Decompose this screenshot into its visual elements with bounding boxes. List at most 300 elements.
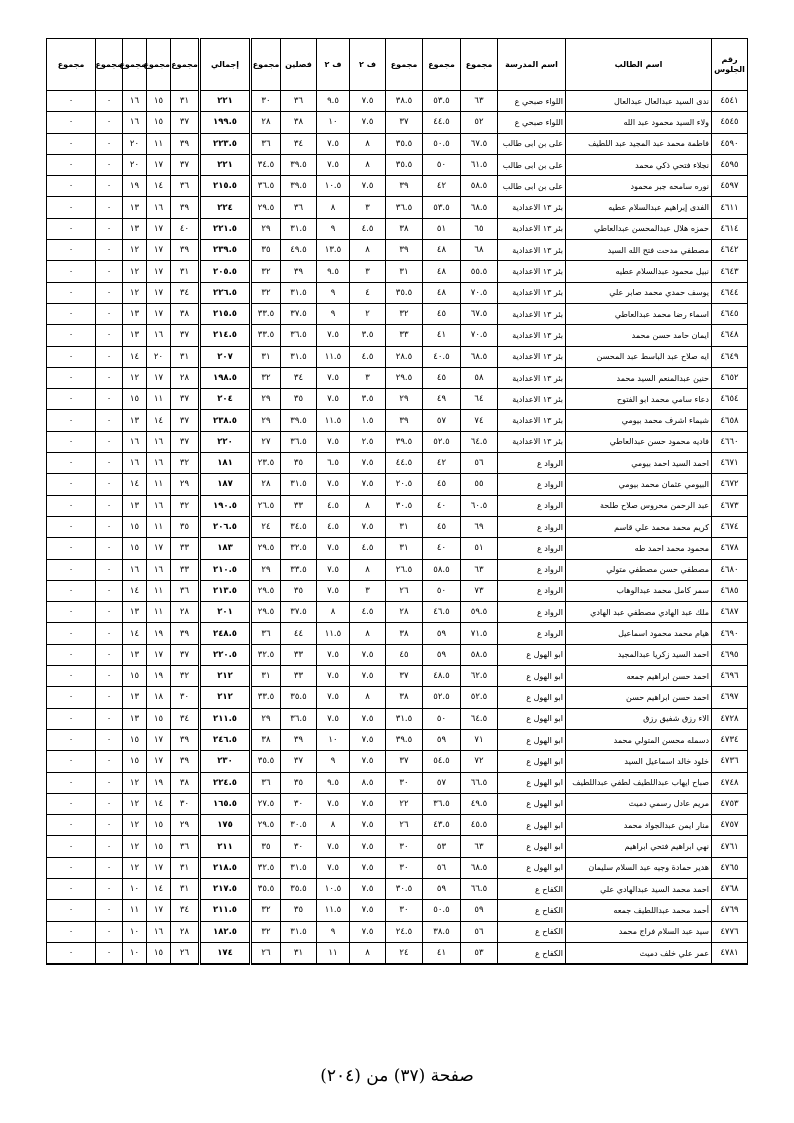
- cell-total-1: ٤٥.٥: [461, 815, 498, 836]
- cell-total-5: ٣٦: [171, 580, 200, 601]
- cell-school-name: ابو الهول ع: [498, 751, 566, 772]
- cell-school-name: بئر ١٣ الاعدادية: [498, 197, 566, 218]
- cell-seat-number: ٤٦٦٠: [712, 431, 748, 452]
- cell-total-5: ٣٧: [171, 112, 200, 133]
- cell-total-1: ٧١: [461, 729, 498, 750]
- cell-total-5: ٣٨: [171, 772, 200, 793]
- cell-term2-a: ٨: [350, 559, 386, 580]
- cell-student-name: مريم عادل رسمي دميث: [566, 793, 712, 814]
- cell-total-3: ٢٤.٥: [386, 921, 423, 942]
- cell-two-terms: ٣١.٥: [281, 921, 317, 942]
- cell-total-7: ١٢: [123, 240, 147, 261]
- cell-two-terms: ٣٤: [281, 367, 317, 388]
- cell-total-7: ١٣: [123, 303, 147, 324]
- cell-seat-number: ٤٧٥٣: [712, 793, 748, 814]
- cell-total-4: ٣٥.٥: [251, 878, 281, 899]
- cell-term2-a: ٧.٥: [350, 836, 386, 857]
- cell-total-6: ١٧: [147, 751, 171, 772]
- cell-two-terms: ٣٤: [281, 133, 317, 154]
- cell-school-name: ابو الهول ع: [498, 729, 566, 750]
- cell-total-2: ٥٠: [423, 154, 461, 175]
- table-row: [47, 346, 748, 367]
- cell-total-7: ١٤: [123, 580, 147, 601]
- cell-term2-a: ٤.٥: [350, 218, 386, 239]
- cell-total-5: ٤٠: [171, 218, 200, 239]
- cell-total-3: ٣١: [386, 261, 423, 282]
- table-row: [47, 878, 748, 899]
- cell-total-7: ١٦: [123, 559, 147, 580]
- cell-total-5: ٣٤: [171, 900, 200, 921]
- cell-total-3: ٣٧: [386, 666, 423, 687]
- cell-total-7: ١٥: [123, 729, 147, 750]
- cell-seat-number: ٤٧٣٦: [712, 751, 748, 772]
- cell-grand-total: ٢١٠.٥: [200, 559, 251, 580]
- cell-term2-b: ٧.٥: [317, 431, 350, 452]
- cell-student-name: نوره سامحه جبر محمود: [566, 176, 712, 197]
- cell-total-2: ٤٥: [423, 303, 461, 324]
- cell-seat-number: ٤٦٨٠: [712, 559, 748, 580]
- cell-seat-number: ٤٦٤٤: [712, 282, 748, 303]
- cell-total-1: ٦٣: [461, 91, 498, 112]
- cell-seat-number: ٤٥٤١: [712, 91, 748, 112]
- table-row: [47, 410, 748, 431]
- cell-total-7: ١٦: [123, 91, 147, 112]
- table-row: [47, 112, 748, 133]
- cell-total-2: ٤٥: [423, 474, 461, 495]
- cell-total-4: ٢٩: [251, 218, 281, 239]
- cell-total-4: ٣٢: [251, 900, 281, 921]
- cell-two-terms: ٣٣: [281, 666, 317, 687]
- cell-total-4: ٣٢: [251, 367, 281, 388]
- cell-total-8: ٠: [96, 729, 123, 750]
- cell-term2-b: ٧.٥: [317, 687, 350, 708]
- cell-student-name: احمد محمد السيد عبدالهادي علي: [566, 878, 712, 899]
- cell-seat-number: ٤٦٩٠: [712, 623, 748, 644]
- cell-school-name: بئر ١٣ الاعدادية: [498, 346, 566, 367]
- cell-total-1: ٥١: [461, 538, 498, 559]
- cell-school-name: على بن ابى طالب: [498, 176, 566, 197]
- cell-total-3: ٢٢: [386, 793, 423, 814]
- cell-total-3: ٤٤.٥: [386, 453, 423, 474]
- cell-total-7: ٢٠: [123, 154, 147, 175]
- cell-total-5: ٣١: [171, 878, 200, 899]
- cell-term2-b: ١١.٥: [317, 623, 350, 644]
- cell-term2-b: ٧.٥: [317, 559, 350, 580]
- cell-grand-total: ٢١٥.٥: [200, 303, 251, 324]
- cell-student-name: احمد حسن ابراهيم جمعه: [566, 666, 712, 687]
- cell-total-7: ١٢: [123, 793, 147, 814]
- cell-total-3: ٢٦: [386, 580, 423, 601]
- cell-school-name: الرواد ع: [498, 602, 566, 623]
- cell-total-9: ٠: [47, 367, 96, 388]
- cell-total-7: ١٣: [123, 218, 147, 239]
- cell-grand-total: ٢٢٠: [200, 431, 251, 452]
- cell-total-1: ٥٨: [461, 367, 498, 388]
- cell-total-2: ٤٣.٥: [423, 815, 461, 836]
- cell-total-4: ٢٧: [251, 431, 281, 452]
- cell-term2-b: ٧.٥: [317, 389, 350, 410]
- cell-total-8: ٠: [96, 261, 123, 282]
- cell-school-name: بئر ١٣ الاعدادية: [498, 282, 566, 303]
- table-row: [47, 367, 748, 388]
- cell-total-4: ٣٢: [251, 261, 281, 282]
- cell-total-2: ٥٧: [423, 410, 461, 431]
- cell-term2-a: ٧.٥: [350, 900, 386, 921]
- cell-term2-a: ٣.٥: [350, 325, 386, 346]
- cell-term2-b: ٧.٥: [317, 474, 350, 495]
- cell-grand-total: ٢٠٥.٥: [200, 261, 251, 282]
- cell-grand-total: ٢٢١.٥: [200, 218, 251, 239]
- cell-seat-number: ٤٦٤٩: [712, 346, 748, 367]
- cell-total-5: ٣٩: [171, 751, 200, 772]
- cell-school-name: على بن ابى طالب: [498, 133, 566, 154]
- cell-total-4: ٣٥.٥: [251, 751, 281, 772]
- table-row: [47, 942, 748, 964]
- cell-two-terms: ٣٦: [281, 197, 317, 218]
- cell-total-9: ٠: [47, 580, 96, 601]
- cell-total-7: ١٣: [123, 197, 147, 218]
- cell-student-name: البيومي عثمان محمد بيومي: [566, 474, 712, 495]
- cell-total-5: ٣٩: [171, 197, 200, 218]
- cell-total-9: ٠: [47, 666, 96, 687]
- cell-school-name: الكفاح ع: [498, 942, 566, 964]
- cell-two-terms: ٣٩.٥: [281, 154, 317, 175]
- cell-two-terms: ٣١.٥: [281, 857, 317, 878]
- cell-total-9: ٠: [47, 474, 96, 495]
- cell-total-7: ١٢: [123, 815, 147, 836]
- cell-total-8: ٠: [96, 815, 123, 836]
- cell-student-name: مصطفي حسن مصطفي متولي: [566, 559, 712, 580]
- cell-total-7: ١٥: [123, 751, 147, 772]
- cell-total-4: ٣١: [251, 666, 281, 687]
- cell-grand-total: ٢١٧.٥: [200, 878, 251, 899]
- cell-total-8: ٠: [96, 282, 123, 303]
- cell-term2-a: ٣: [350, 261, 386, 282]
- cell-term2-a: ٨: [350, 240, 386, 261]
- cell-school-name: ابو الهول ع: [498, 644, 566, 665]
- cell-total-5: ٢٩: [171, 474, 200, 495]
- cell-two-terms: ٣٢.٥: [281, 538, 317, 559]
- cell-total-9: ٠: [47, 282, 96, 303]
- cell-total-6: ١٩: [147, 666, 171, 687]
- cell-seat-number: ٤٦٧٨: [712, 538, 748, 559]
- cell-total-3: ٢٤: [386, 942, 423, 964]
- cell-total-9: ٠: [47, 516, 96, 537]
- cell-total-6: ١٧: [147, 900, 171, 921]
- cell-total-7: ١٦: [123, 431, 147, 452]
- cell-grand-total: ٢٢٤.٥: [200, 772, 251, 793]
- cell-school-name: ابو الهول ع: [498, 687, 566, 708]
- cell-total-6: ١٧: [147, 218, 171, 239]
- cell-total-2: ٣٦.٥: [423, 793, 461, 814]
- cell-total-7: ١٦: [123, 112, 147, 133]
- table-row: [47, 815, 748, 836]
- cell-total-1: ٥٦: [461, 453, 498, 474]
- cell-total-4: ٣٤.٥: [251, 154, 281, 175]
- table-row: [47, 282, 748, 303]
- cell-total-4: ٣٢: [251, 921, 281, 942]
- cell-grand-total: ٢١١.٥: [200, 708, 251, 729]
- cell-total-7: ١٥: [123, 516, 147, 537]
- cell-seat-number: ٤٦٩٧: [712, 687, 748, 708]
- cell-school-name: الرواد ع: [498, 538, 566, 559]
- cell-total-7: ١٤: [123, 474, 147, 495]
- cell-term2-b: ١٠: [317, 729, 350, 750]
- cell-student-name: ندى السيد عبدالعال عبدالعال: [566, 91, 712, 112]
- cell-grand-total: ١٧٤: [200, 942, 251, 964]
- table-row: [47, 325, 748, 346]
- cell-total-6: ١٦: [147, 431, 171, 452]
- cell-total-8: ٠: [96, 474, 123, 495]
- cell-school-name: على بن ابى طالب: [498, 154, 566, 175]
- cell-grand-total: ١٨٧: [200, 474, 251, 495]
- cell-total-1: ٦٢.٥: [461, 666, 498, 687]
- cell-total-3: ٣٠: [386, 857, 423, 878]
- cell-total-9: ٠: [47, 815, 96, 836]
- cell-seat-number: ٤٧٧٦: [712, 921, 748, 942]
- header-total-8: مجموع: [96, 39, 123, 91]
- cell-term2-b: ١٠: [317, 112, 350, 133]
- cell-grand-total: ٢٣٩.٥: [200, 240, 251, 261]
- cell-total-7: ١٢: [123, 836, 147, 857]
- cell-total-6: ١٤: [147, 176, 171, 197]
- cell-total-4: ٣٨: [251, 729, 281, 750]
- table-row: [47, 729, 748, 750]
- cell-seat-number: ٤٧٦٥: [712, 857, 748, 878]
- cell-student-name: منار ايمن عبدالجواد محمد: [566, 815, 712, 836]
- cell-total-6: ١٨: [147, 687, 171, 708]
- cell-total-4: ٣٥: [251, 240, 281, 261]
- cell-total-1: ٥٨.٥: [461, 176, 498, 197]
- cell-student-name: صباح ايهاب عبداللطيف لطفي عبداللطيف: [566, 772, 712, 793]
- cell-term2-b: ١١.٥: [317, 346, 350, 367]
- cell-two-terms: ٣٠.٥: [281, 815, 317, 836]
- cell-total-4: ٢٣.٥: [251, 453, 281, 474]
- table-row: [47, 708, 748, 729]
- cell-total-5: ٣٠: [171, 687, 200, 708]
- cell-total-5: ٣٩: [171, 623, 200, 644]
- cell-total-1: ٥٩: [461, 900, 498, 921]
- cell-total-7: ١٣: [123, 410, 147, 431]
- cell-grand-total: ٢٠٧: [200, 346, 251, 367]
- cell-total-4: ٢٩.٥: [251, 197, 281, 218]
- cell-total-6: ١٧: [147, 729, 171, 750]
- cell-school-name: الكفاح ع: [498, 921, 566, 942]
- cell-total-3: ٣٩: [386, 410, 423, 431]
- cell-two-terms: ٣٥: [281, 453, 317, 474]
- cell-total-8: ٠: [96, 580, 123, 601]
- cell-total-6: ١٦: [147, 921, 171, 942]
- cell-seat-number: ٤٦٤٥: [712, 303, 748, 324]
- cell-term2-a: ٧.٥: [350, 878, 386, 899]
- cell-total-6: ١٧: [147, 282, 171, 303]
- cell-student-name: اسماء رضا محمد عبدالعاطي: [566, 303, 712, 324]
- cell-seat-number: ٤٦١٤: [712, 218, 748, 239]
- cell-two-terms: ٣٥.٥: [281, 878, 317, 899]
- cell-total-2: ٤٩: [423, 389, 461, 410]
- table-row: [47, 218, 748, 239]
- cell-total-1: ٦٠.٥: [461, 495, 498, 516]
- table-row: [47, 580, 748, 601]
- cell-total-8: ٠: [96, 538, 123, 559]
- cell-seat-number: ٤٧٨١: [712, 942, 748, 964]
- cell-two-terms: ٣٩.٥: [281, 410, 317, 431]
- cell-grand-total: ٢٠١: [200, 602, 251, 623]
- cell-grand-total: ١٩٠.٥: [200, 495, 251, 516]
- cell-two-terms: ٣٦.٥: [281, 325, 317, 346]
- cell-total-1: ٥٦: [461, 921, 498, 942]
- cell-term2-a: ٧.٥: [350, 666, 386, 687]
- cell-total-9: ٠: [47, 112, 96, 133]
- cell-total-8: ٠: [96, 666, 123, 687]
- cell-total-2: ٣٨.٥: [423, 921, 461, 942]
- cell-grand-total: ٢٤٦.٥: [200, 729, 251, 750]
- cell-term2-b: ٨: [317, 815, 350, 836]
- cell-total-5: ٣٧: [171, 389, 200, 410]
- cell-seat-number: ٤٦٧٣: [712, 495, 748, 516]
- cell-total-8: ٠: [96, 687, 123, 708]
- cell-two-terms: ٣١.٥: [281, 346, 317, 367]
- cell-total-3: ٣٨: [386, 623, 423, 644]
- cell-total-2: ٤٨: [423, 261, 461, 282]
- cell-total-4: ٣٢.٥: [251, 644, 281, 665]
- cell-total-7: ١٥: [123, 538, 147, 559]
- table-row: [47, 431, 748, 452]
- cell-total-8: ٠: [96, 602, 123, 623]
- cell-seat-number: ٤٥٩٠: [712, 133, 748, 154]
- cell-total-3: ٣١.٥: [386, 708, 423, 729]
- cell-total-4: ٢٩: [251, 389, 281, 410]
- cell-student-name: حنين عبدالمنعم السيد محمد: [566, 367, 712, 388]
- cell-total-9: ٠: [47, 729, 96, 750]
- cell-total-7: ١٩: [123, 176, 147, 197]
- cell-school-name: الرواد ع: [498, 453, 566, 474]
- cell-total-6: ١١: [147, 133, 171, 154]
- cell-term2-b: ٧.٥: [317, 793, 350, 814]
- header-total-3: مجموع: [386, 39, 423, 91]
- cell-total-3: ٣١: [386, 538, 423, 559]
- cell-total-6: ١١: [147, 602, 171, 623]
- cell-total-5: ٣٧: [171, 410, 200, 431]
- cell-total-2: ٥١: [423, 218, 461, 239]
- cell-term2-b: ٧.٥: [317, 133, 350, 154]
- cell-student-name: الاء رزق شفيق رزق: [566, 708, 712, 729]
- cell-total-5: ٢٨: [171, 367, 200, 388]
- table-row: [47, 687, 748, 708]
- cell-term2-a: ٧.٥: [350, 815, 386, 836]
- cell-total-2: ٤٥: [423, 367, 461, 388]
- cell-total-5: ٣٧: [171, 644, 200, 665]
- cell-total-4: ٣٦: [251, 772, 281, 793]
- cell-total-1: ٦٦.٥: [461, 878, 498, 899]
- cell-total-7: ٢٠: [123, 133, 147, 154]
- cell-total-2: ٥٨.٥: [423, 559, 461, 580]
- cell-two-terms: ٣٠: [281, 836, 317, 857]
- cell-total-4: ٢٧.٥: [251, 793, 281, 814]
- header-school-name: اسم المدرسة: [498, 39, 566, 91]
- cell-term2-b: ٧.٥: [317, 708, 350, 729]
- cell-grand-total: ١٧٥: [200, 815, 251, 836]
- cell-student-name: يوسف حمدي محمد صابر علي: [566, 282, 712, 303]
- cell-total-7: ١٥: [123, 389, 147, 410]
- cell-student-name: هيام محمد محمود اسماعيل: [566, 623, 712, 644]
- cell-total-5: ٣٢: [171, 495, 200, 516]
- cell-term2-a: ٣: [350, 367, 386, 388]
- cell-student-name: ولاء السيد محمود عبد الله: [566, 112, 712, 133]
- table-row: [47, 751, 748, 772]
- cell-grand-total: ٢١٢: [200, 666, 251, 687]
- cell-total-9: ٠: [47, 431, 96, 452]
- cell-total-1: ٧٠.٥: [461, 282, 498, 303]
- cell-total-3: ٣٣: [386, 325, 423, 346]
- cell-school-name: بئر ١٣ الاعدادية: [498, 431, 566, 452]
- cell-term2-b: ٩.٥: [317, 772, 350, 793]
- cell-total-6: ١٤: [147, 793, 171, 814]
- cell-seat-number: ٤٦٨٥: [712, 580, 748, 601]
- cell-seat-number: ٤٧٦٨: [712, 878, 748, 899]
- cell-grand-total: ٢٣٠: [200, 751, 251, 772]
- table-row: [47, 516, 748, 537]
- cell-two-terms: ٣٥: [281, 900, 317, 921]
- cell-total-1: ٧٣: [461, 580, 498, 601]
- cell-total-9: ٠: [47, 836, 96, 857]
- cell-term2-a: ٨: [350, 623, 386, 644]
- cell-total-9: ٠: [47, 857, 96, 878]
- cell-total-7: ١٣: [123, 644, 147, 665]
- cell-total-8: ٠: [96, 644, 123, 665]
- cell-total-4: ٣٣.٥: [251, 325, 281, 346]
- cell-total-6: ١١: [147, 389, 171, 410]
- cell-seat-number: ٤٦٧١: [712, 453, 748, 474]
- cell-total-1: ٦٩: [461, 516, 498, 537]
- cell-student-name: نبيل محمود عبدالسلام عطيه: [566, 261, 712, 282]
- cell-grand-total: ٢٢٦.٥: [200, 282, 251, 303]
- cell-total-6: ١٧: [147, 154, 171, 175]
- cell-total-9: ٠: [47, 921, 96, 942]
- cell-total-3: ٣٥.٥: [386, 154, 423, 175]
- table-row: [47, 538, 748, 559]
- cell-school-name: بئر ١٣ الاعدادية: [498, 410, 566, 431]
- cell-total-2: ٤٤.٥: [423, 112, 461, 133]
- cell-term2-a: ٨: [350, 154, 386, 175]
- cell-grand-total: ١٦٥.٥: [200, 793, 251, 814]
- cell-total-5: ٣٧: [171, 431, 200, 452]
- cell-total-1: ٤٩.٥: [461, 793, 498, 814]
- cell-total-5: ٣٩: [171, 133, 200, 154]
- cell-total-9: ٠: [47, 218, 96, 239]
- table-row: [47, 474, 748, 495]
- cell-grand-total: ٢٠٦.٥: [200, 516, 251, 537]
- header-term2-b: ف ٢: [317, 39, 350, 91]
- table-row: [47, 644, 748, 665]
- cell-total-3: ٣٧: [386, 751, 423, 772]
- cell-term2-a: ١.٥: [350, 410, 386, 431]
- cell-total-6: ١٧: [147, 857, 171, 878]
- cell-total-6: ١٥: [147, 942, 171, 964]
- cell-total-4: ٢٨: [251, 112, 281, 133]
- cell-total-4: ٢٩.٥: [251, 815, 281, 836]
- cell-two-terms: ٣٥: [281, 580, 317, 601]
- cell-school-name: الرواد ع: [498, 559, 566, 580]
- cell-total-6: ١١: [147, 516, 171, 537]
- cell-total-7: ١٣: [123, 495, 147, 516]
- cell-term2-b: ٧.٥: [317, 836, 350, 857]
- cell-total-4: ٣٢.٥: [251, 857, 281, 878]
- cell-student-name: دعاء سامي محمد ابو الفتوح: [566, 389, 712, 410]
- cell-school-name: بئر ١٣ الاعدادية: [498, 389, 566, 410]
- cell-term2-b: ٩.٥: [317, 91, 350, 112]
- cell-total-6: ١١: [147, 580, 171, 601]
